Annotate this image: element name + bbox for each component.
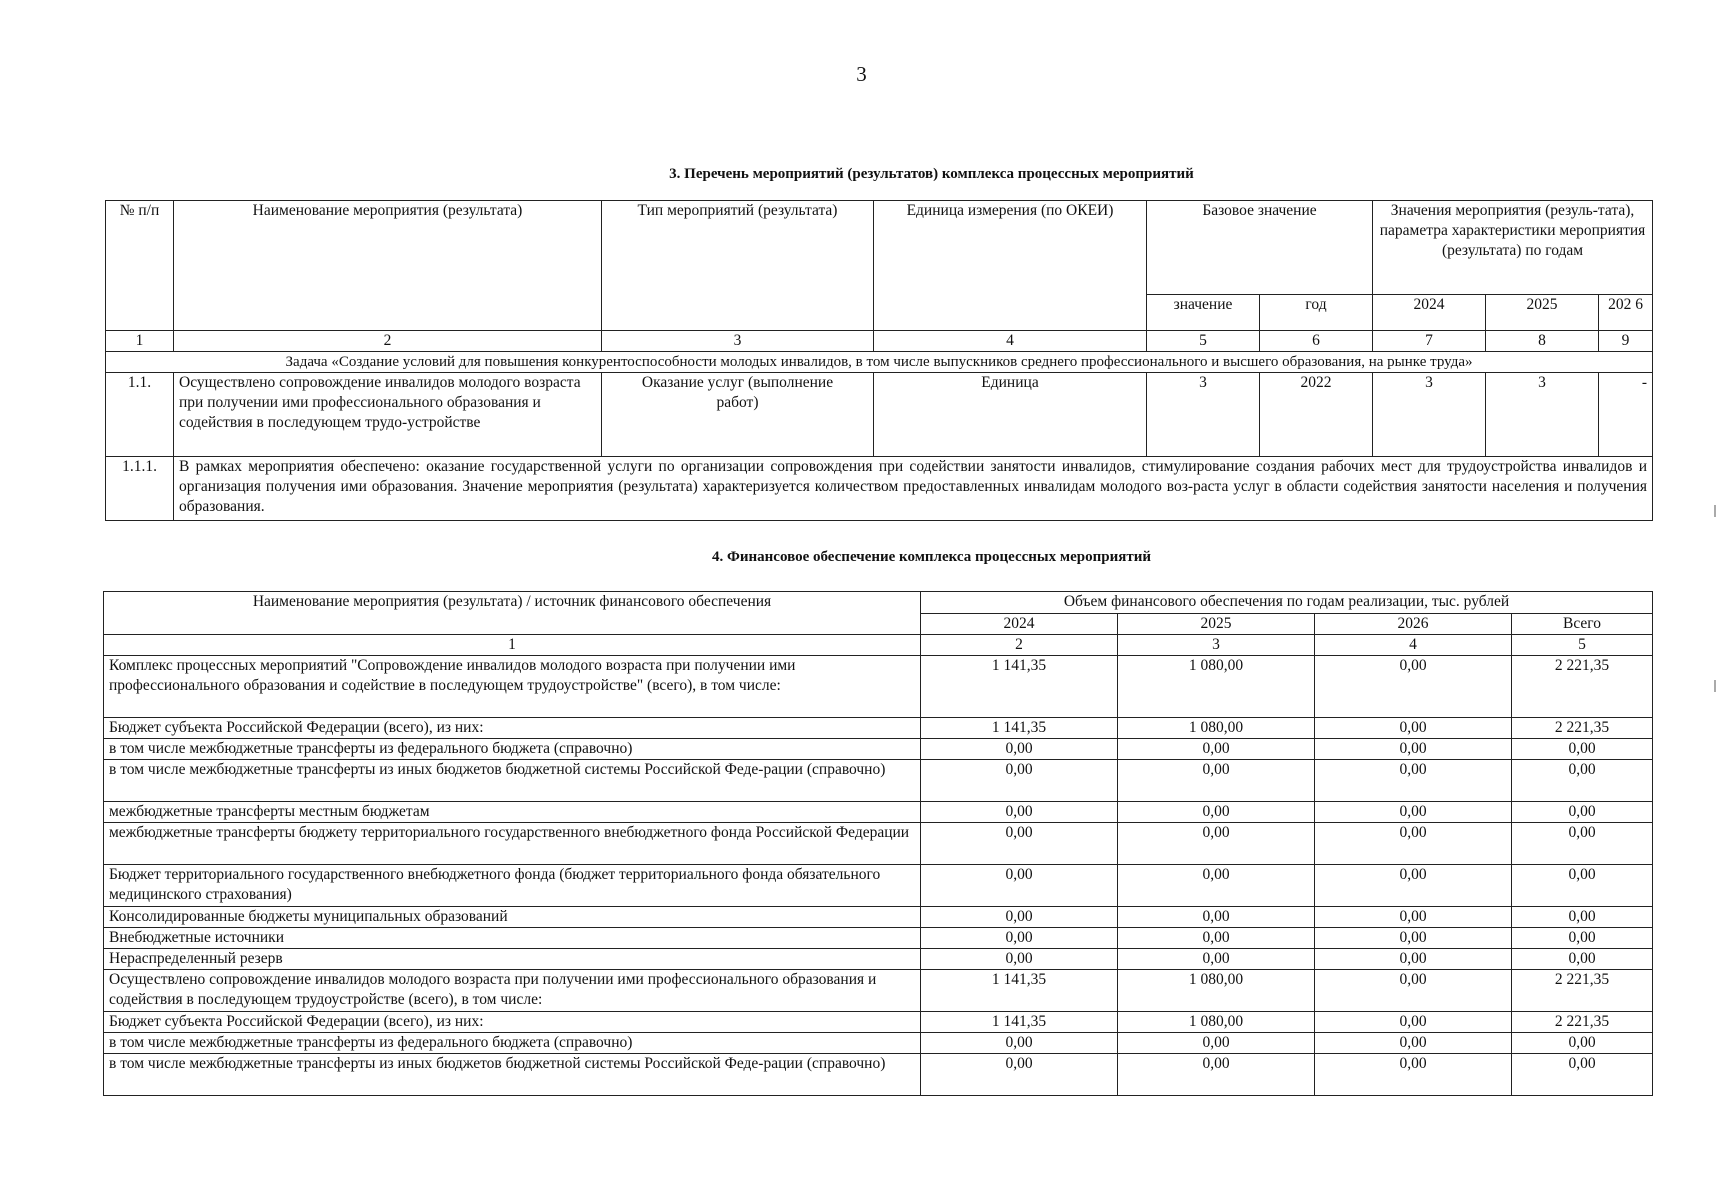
finance-row-2026: 0,00	[1315, 718, 1512, 739]
finance-row-2025: 0,00	[1118, 1033, 1315, 1054]
col-number: 6	[1260, 331, 1373, 352]
finance-row-name: в том числе межбюджетные трансферты из федерального бюджета (справочно)	[104, 739, 921, 760]
finance-row-total: 0,00	[1512, 823, 1653, 865]
finance-row-name: Консолидированные бюджеты муниципальных образований	[104, 907, 921, 928]
finance-row-name: Бюджет субъекта Российской Федерации (всего), из них:	[104, 1012, 921, 1033]
finance-row-total: 0,00	[1512, 949, 1653, 970]
finance-row-2026: 0,00	[1315, 1054, 1512, 1096]
finance-row-total: 0,00	[1512, 739, 1653, 760]
finance-row-2024: 0,00	[921, 802, 1118, 823]
finance-row-total: 2 221,35	[1512, 718, 1653, 739]
finance-row-2026: 0,00	[1315, 865, 1512, 907]
finance-row-2025: 1 080,00	[1118, 970, 1315, 1012]
finance-row-total: 2 221,35	[1512, 1012, 1653, 1033]
finance-row-2026: 0,00	[1315, 739, 1512, 760]
finance-row-2025: 0,00	[1118, 739, 1315, 760]
finance-row-2025: 0,00	[1118, 865, 1315, 907]
finance-row-2026: 0,00	[1315, 907, 1512, 928]
section3-title: 3. Перечень мероприятий (результатов) комплекса процессных мероприятий	[669, 166, 1194, 182]
col-number: 2	[921, 635, 1118, 656]
header-name: Наименование мероприятия (результата)	[174, 201, 602, 331]
finance-row-total: 0,00	[1512, 907, 1653, 928]
row-1-1-value-2025: 3	[1486, 373, 1599, 457]
finance-row-name: в том числе межбюджетные трансферты из федерального бюджета (справочно)	[104, 1033, 921, 1054]
finance-header-2024: 2024	[921, 614, 1118, 635]
finance-row-2024: 0,00	[921, 1054, 1118, 1096]
scan-mark	[1714, 680, 1716, 692]
col-number: 9	[1599, 331, 1653, 352]
header-type: Тип мероприятий (результата)	[602, 201, 874, 331]
finance-row-total: 0,00	[1512, 1054, 1653, 1096]
finance-row-name: Нераспределенный резерв	[104, 949, 921, 970]
col-number: 1	[104, 635, 921, 656]
col-number: 3	[1118, 635, 1315, 656]
page-number: 3	[856, 62, 867, 86]
col-number: 5	[1147, 331, 1260, 352]
finance-row-2025: 1 080,00	[1118, 656, 1315, 718]
row-1-1-value-2026: -	[1599, 373, 1653, 457]
finance-row-total: 0,00	[1512, 865, 1653, 907]
finance-header-volume: Объем финансового обеспечения по годам реализации, тыс. рублей	[921, 592, 1653, 614]
finance-row-2025: 0,00	[1118, 907, 1315, 928]
finance-row-name: Бюджет территориального государственного внебюджетного фонда (бюджет территориального фонда обязательного медицинского страхования)	[104, 865, 921, 907]
header-num: № п/п	[106, 201, 174, 331]
row-1-1-name: Осуществлено сопровождение инвалидов молодого возраста при получении ими профессионального образования и содействия в последующем трудо-устройстве	[174, 373, 602, 457]
finance-header-2025: 2025	[1118, 614, 1315, 635]
header-year-2024: 2024	[1373, 295, 1486, 331]
finance-row-total: 0,00	[1512, 802, 1653, 823]
finance-row-2026: 0,00	[1315, 656, 1512, 718]
finance-row-name: Осуществлено сопровождение инвалидов молодого возраста при получении ими профессионального образования и содействия в последующем трудоустройстве (всего), в том числе:	[104, 970, 921, 1012]
finance-row-2024: 0,00	[921, 949, 1118, 970]
activities-table	[105, 200, 1653, 521]
finance-row-2026: 0,00	[1315, 802, 1512, 823]
row-1-1-1-text: В рамках мероприятия обеспечено: оказание государственной услуги по организации сопровождения при содействии занятости инвалидов, стимулирование создания рабочих мест для трудоустройства инвалидов и организация получения ими образования. Значение мероприятия (результата) характеризуется количеством предоставленных инвалидам молодого воз-раста услуг в области содействия занятости населения и получения образования.	[174, 457, 1653, 521]
section4-title: 4. Финансовое обеспечение комплекса процессных мероприятий	[712, 549, 1151, 565]
finance-row-2026: 0,00	[1315, 928, 1512, 949]
finance-row-2024: 0,00	[921, 739, 1118, 760]
finance-row-total: 0,00	[1512, 1033, 1653, 1054]
finance-row-2025: 1 080,00	[1118, 718, 1315, 739]
finance-row-2026: 0,00	[1315, 1012, 1512, 1033]
row-1-1-base-value: 3	[1147, 373, 1260, 457]
finance-row-2024: 1 141,35	[921, 718, 1118, 739]
row-1-1-num: 1.1.	[106, 373, 174, 457]
finance-table	[103, 591, 1653, 1096]
row-1-1-base-year: 2022	[1260, 373, 1373, 457]
finance-row-2024: 1 141,35	[921, 656, 1118, 718]
finance-row-2024: 0,00	[921, 865, 1118, 907]
col-number: 3	[602, 331, 874, 352]
header-unit: Единица измерения (по ОКЕИ)	[874, 201, 1147, 331]
finance-row-2025: 1 080,00	[1118, 1012, 1315, 1033]
header-year-2026: 202 6	[1599, 295, 1653, 331]
row-1-1-1-num: 1.1.1.	[106, 457, 174, 521]
finance-row-2025: 0,00	[1118, 928, 1315, 949]
finance-row-name: межбюджетные трансферты бюджету территориального государственного внебюджетного фонда Российской Федерации	[104, 823, 921, 865]
row-1-1-value-2024: 3	[1373, 373, 1486, 457]
finance-header-2026: 2026	[1315, 614, 1512, 635]
col-number: 4	[1315, 635, 1512, 656]
finance-row-name: Бюджет субъекта Российской Федерации (всего), из них:	[104, 718, 921, 739]
finance-header-name: Наименование мероприятия (результата) / источник финансового обеспечения	[104, 592, 921, 635]
col-number: 5	[1512, 635, 1653, 656]
col-number: 8	[1486, 331, 1599, 352]
finance-row-total: 0,00	[1512, 928, 1653, 949]
finance-row-name: в том числе межбюджетные трансферты из иных бюджетов бюджетной системы Российской Феде-рации (справочно)	[104, 760, 921, 802]
finance-row-2026: 0,00	[1315, 970, 1512, 1012]
finance-row-2025: 0,00	[1118, 760, 1315, 802]
finance-row-2026: 0,00	[1315, 823, 1512, 865]
header-base: Базовое значение	[1147, 201, 1373, 295]
header-values: Значения мероприятия (резуль-тата), параметра характеристики мероприятия (результата) по годам	[1373, 201, 1653, 295]
row-1-1-type: Оказание услуг (выполнение работ)	[602, 373, 874, 457]
finance-row-total: 0,00	[1512, 760, 1653, 802]
finance-row-2026: 0,00	[1315, 760, 1512, 802]
finance-row-2024: 1 141,35	[921, 970, 1118, 1012]
row-1-1-unit: Единица	[874, 373, 1147, 457]
finance-row-2026: 0,00	[1315, 949, 1512, 970]
finance-row-2025: 0,00	[1118, 1054, 1315, 1096]
col-number: 1	[106, 331, 174, 352]
finance-row-2026: 0,00	[1315, 1033, 1512, 1054]
finance-row-2024: 1 141,35	[921, 1012, 1118, 1033]
header-base-year: год	[1260, 295, 1373, 331]
col-number: 4	[874, 331, 1147, 352]
finance-row-name: межбюджетные трансферты местным бюджетам	[104, 802, 921, 823]
header-base-value: значение	[1147, 295, 1260, 331]
scan-mark	[1714, 505, 1716, 517]
task-row: Задача «Создание условий для повышения конкурентоспособности молодых инвалидов, в том числе выпускников среднего профессионального и высшего образования, на рынке труда»	[106, 352, 1653, 373]
col-number: 7	[1373, 331, 1486, 352]
finance-header-total: Всего	[1512, 614, 1653, 635]
finance-row-total: 2 221,35	[1512, 970, 1653, 1012]
finance-row-2024: 0,00	[921, 760, 1118, 802]
finance-row-2025: 0,00	[1118, 949, 1315, 970]
col-number: 2	[174, 331, 602, 352]
finance-row-2024: 0,00	[921, 928, 1118, 949]
header-year-2025: 2025	[1486, 295, 1599, 331]
finance-row-2024: 0,00	[921, 1033, 1118, 1054]
finance-row-total: 2 221,35	[1512, 656, 1653, 718]
finance-row-2025: 0,00	[1118, 802, 1315, 823]
finance-row-name: в том числе межбюджетные трансферты из иных бюджетов бюджетной системы Российской Феде-рации (справочно)	[104, 1054, 921, 1096]
finance-row-2024: 0,00	[921, 907, 1118, 928]
finance-row-2024: 0,00	[921, 823, 1118, 865]
finance-row-name: Комплекс процессных мероприятий "Сопровождение инвалидов молодого возраста при получении ими профессионального образования и содействие в последующем трудоустройстве" (всего), в том числе:	[104, 656, 921, 718]
finance-row-name: Внебюджетные источники	[104, 928, 921, 949]
finance-row-2025: 0,00	[1118, 823, 1315, 865]
